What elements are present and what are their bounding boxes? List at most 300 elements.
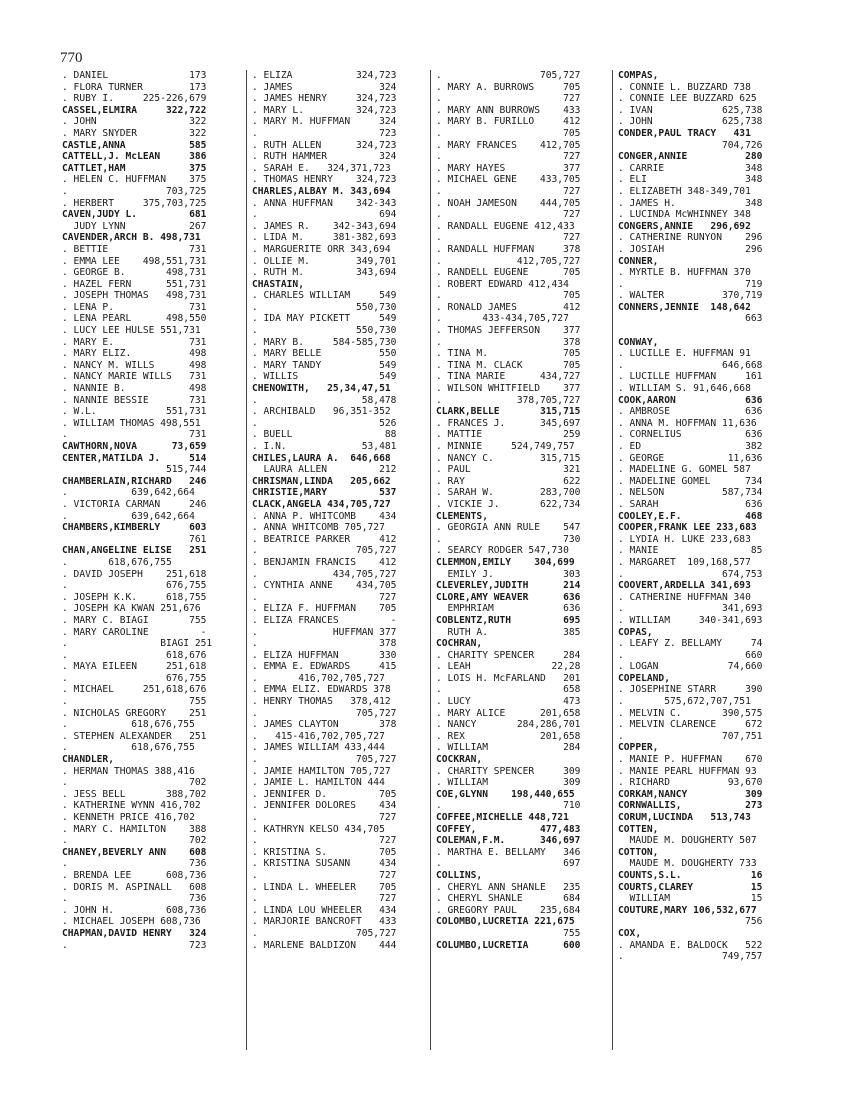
index-entry: RUTH A. 385	[436, 626, 581, 638]
index-entry: . GEORGE 11,636	[618, 452, 763, 464]
index-entry: . ANNA HUFFMAN 342-343	[252, 197, 397, 209]
index-entry: . RUTH HAMMER 324	[252, 151, 397, 163]
index-surname-entry: COLOMBO,LUCRETIA 221,675	[436, 916, 575, 928]
index-column-1	[62, 70, 212, 951]
index-surname-entry: COUTURE,MARY 106,532,677	[618, 904, 757, 916]
index-entry: . 703,725	[62, 185, 207, 197]
index-entry: . JOHN H. 608,736	[62, 904, 207, 916]
index-entry: . 415-416,702,705,727	[252, 730, 385, 742]
index-surname-entry: COOPER,FRANK LEE 233,683	[618, 522, 757, 534]
index-surname-entry: COLLINS,	[436, 869, 483, 881]
index-entry: . MARY CAROLINE -	[62, 626, 207, 638]
index-surname-entry: CHENOWITH, 25,34,47,51	[252, 383, 391, 395]
index-entry: . JOHN 625,738	[618, 116, 763, 128]
index-entry: . HAZEL FERN 551,731	[62, 278, 207, 290]
index-entry: . ANNA P. WHITCOMB 434	[252, 510, 397, 522]
index-entry: . MATTIE 259	[436, 429, 581, 441]
index-entry: 761	[62, 533, 207, 545]
index-entry: . 674,753	[618, 568, 763, 580]
index-entry: . RONALD JAMES 412	[436, 301, 581, 313]
index-entry: . 727	[252, 835, 397, 847]
index-entry: . GEORGIA ANN RULE 547	[436, 522, 581, 534]
index-surname-entry: COOVERT,ARDELLA 341,693	[618, 580, 751, 592]
index-entry: . JOSEPH THOMAS 498,731	[62, 290, 207, 302]
index-entry: . JAMIE HAMILTON 705,727	[252, 765, 391, 777]
index-entry: . HUFFMAN 377	[252, 626, 397, 638]
index-entry: . 710	[436, 800, 581, 812]
index-surname-entry: CATTELL,J. McLEAN 386	[62, 151, 207, 163]
index-entry: . ROBERT EDWARD 412,434	[436, 278, 569, 290]
index-entry: . 660	[618, 649, 763, 661]
index-entry: . REX 201,658	[436, 730, 581, 742]
index-entry: . JAMES R. 342-343,694	[252, 220, 397, 232]
index-entry: . MARY M. HUFFMAN 324	[252, 116, 397, 128]
index-entry: . 727	[436, 93, 581, 105]
index-entry: . CONNIE LEE BUZZARD 625	[618, 93, 757, 105]
index-entry: . ELIZA FRANCES -	[252, 614, 397, 626]
index-entry: 663	[618, 313, 763, 325]
index-entry: . DORIS M. ASPINALL 608	[62, 881, 207, 893]
index-entry: . RANDALL EUGENE 412,433	[436, 220, 575, 232]
index-entry: . LUCILLE HUFFMAN 161	[618, 371, 763, 383]
index-entry: . MICHAEL 251,618,676	[62, 684, 207, 696]
index-entry: JUDY LYNN 267	[62, 220, 207, 232]
index-entry: . ELIZA HUFFMAN 330	[252, 649, 397, 661]
index-entry: . MARY C. HAMILTON 388	[62, 823, 207, 835]
index-entry: . LOIS H. McFARLAND 201	[436, 672, 581, 684]
index-entry: 756	[618, 916, 763, 928]
index-entry: . 378	[436, 336, 581, 348]
index-surname-entry: COFFEE,MICHELLE 448,721	[436, 812, 569, 823]
index-entry: . MADELINE G. GOMEL 587	[618, 464, 751, 476]
index-entry: . NANNIE BESSIE 731	[62, 394, 207, 406]
index-entry: . 727	[436, 232, 581, 244]
index-entry: . MINNIE 524,749,757	[436, 441, 575, 452]
index-surname-entry: CAVENDER,ARCH B. 498,731	[62, 232, 201, 244]
index-entry: . BRENDA LEE 608,736	[62, 869, 207, 881]
index-entry: . ELIZABETH 348-349,701	[618, 185, 751, 197]
index-entry: . HELEN C. HUFFMAN 375	[62, 174, 207, 186]
column-divider	[430, 70, 431, 1050]
index-entry: . 727	[252, 812, 397, 823]
index-entry: . DANIEL 173	[62, 70, 207, 81]
index-entry: . BEATRICE PARKER 412	[252, 533, 397, 545]
index-surname-entry: CLEVERLEY,JUDITH 214	[436, 580, 581, 592]
index-entry: . BETTIE 731	[62, 243, 207, 255]
index-surname-entry: COTTEN,	[618, 823, 659, 835]
index-surname-entry: CHAPMAN,DAVID HENRY 324	[62, 927, 207, 939]
index-entry: . LINDA LOU WHEELER 434	[252, 904, 397, 916]
index-entry: . 341,693	[618, 603, 763, 615]
index-surname-entry: CHASTAIN,	[252, 278, 304, 290]
index-entry: . 736	[62, 893, 207, 905]
index-entry: . IVAN 625,738	[618, 104, 763, 116]
index-entry: . CONNIE L. BUZZARD 738	[618, 81, 751, 93]
index-entry: . IDA MAY PICKETT 549	[252, 313, 397, 325]
index-entry: . WILLIAM THOMAS 498,551	[62, 417, 201, 429]
index-entry: . KRISTINA S. 705	[252, 846, 397, 858]
index-surname-entry: COMPAS,	[618, 70, 659, 81]
index-surname-entry: CENTER,MATILDA J. 514	[62, 452, 207, 464]
index-surname-entry: CASSEL,ELMIRA 322,722	[62, 104, 207, 116]
index-entry: . CATHERINE HUFFMAN 340	[618, 591, 751, 603]
index-entry: . RANDELL EUGENE 705	[436, 267, 581, 279]
index-entry: . KRISTINA SUSANN 434	[252, 858, 397, 870]
index-entry: . 639,642,664	[62, 487, 195, 499]
index-entry: . 702	[62, 835, 207, 847]
index-entry: . 727	[436, 151, 581, 163]
index-entry: . RUBY I. 225-226,679	[62, 93, 207, 105]
index-surname-entry: CHAMBERS,KIMBERLY 603	[62, 522, 207, 534]
index-entry: . EMMA ELIZ. EDWARDS 378	[252, 684, 391, 696]
index-entry: . 697	[436, 858, 581, 870]
index-entry: . MANIE 85	[618, 545, 763, 557]
index-entry: . CHERYL ANN SHANLE 235	[436, 881, 581, 893]
index-surname-entry: COOK,AARON 636	[618, 394, 763, 406]
index-entry: . 731	[62, 429, 207, 441]
index-entry: . RICHARD 93,670	[618, 777, 763, 789]
index-entry: . 526	[252, 417, 397, 429]
index-entry: . HENRY THOMAS 378,412	[252, 696, 391, 708]
index-entry: . MICHAEL JOSEPH 608,736	[62, 916, 201, 928]
index-entry: . VICTORIA CARMAN 246	[62, 498, 207, 510]
index-entry: . 705	[436, 127, 581, 139]
index-entry: . NELSON 587,734	[618, 487, 763, 499]
index-entry: . GEORGE B. 498,731	[62, 267, 207, 279]
index-entry: . CHERYL SHANLE 684	[436, 893, 581, 905]
index-entry: . STEPHEN ALEXANDER 251	[62, 730, 207, 742]
index-entry: 755	[436, 927, 581, 939]
index-entry: 704,726	[618, 139, 763, 151]
index-entry: . LIDA M. 381-382,693	[252, 232, 397, 244]
index-entry: . JENNIFER D. 705	[252, 788, 397, 800]
index-entry: . MARY B. 584-585,730	[252, 336, 397, 348]
index-surname-entry: CASTLE,ANNA 585	[62, 139, 207, 151]
index-entry: . CORNELIUS 636	[618, 429, 763, 441]
index-surname-entry: COPELAND,	[618, 672, 670, 684]
index-surname-entry: CHARLES,ALBAY M. 343,694	[252, 185, 391, 197]
index-entry: . RUTH ALLEN 324,723	[252, 139, 397, 151]
index-entry: . HERMAN THOMAS 388,416	[62, 765, 195, 777]
index-entry: . 727	[252, 893, 397, 905]
index-entry: . W.L. 551,731	[62, 406, 207, 418]
index-entry: . DAVID JOSEPH 251,618	[62, 568, 207, 580]
index-entry: . ELI 348	[618, 174, 763, 186]
index-entry: . VICKIE J. 622,734	[436, 498, 581, 510]
index-entry: . WILLIAM 284	[436, 742, 581, 754]
index-entry: . WILSON WHITFIELD 377	[436, 383, 581, 395]
index-entry: . CHARLES WILLIAM 549	[252, 290, 397, 302]
index-entry: . JAMES CLAYTON 378	[252, 719, 397, 731]
index-entry: . THOMAS JEFFERSON 377	[436, 325, 581, 337]
index-entry: . MARY ALICE 201,658	[436, 707, 581, 719]
index-surname-entry: COX,	[618, 927, 642, 939]
index-entry: . 705,727	[436, 70, 581, 81]
index-entry: . MARY HAYES 377	[436, 162, 581, 174]
index-entry: . CARRIE 348	[618, 162, 763, 174]
index-surname-entry: CHRISTIE,MARY 537	[252, 487, 397, 499]
index-entry: . MARY SNYDER 322	[62, 127, 207, 139]
index-surname-entry: COCHRAN,	[436, 638, 483, 650]
index-entry: . CHARITY SPENCER 284	[436, 649, 581, 661]
index-entry: . 727	[436, 209, 581, 221]
index-entry: . BIAGI 251	[62, 638, 213, 650]
index-entry: . MELVIN CLARENCE 672	[618, 719, 763, 731]
index-entry: . EMMA E. EDWARDS 415	[252, 661, 397, 673]
index-entry: . NICHOLAS GREGORY 251	[62, 707, 207, 719]
index-entry: . ARCHIBALD 96,351-352	[252, 406, 391, 418]
index-entry: EMILY J. 303	[436, 568, 581, 580]
index-entry: . 705,727	[252, 754, 397, 766]
index-surname-entry: COE,GLYNN 198,440,655	[436, 788, 575, 800]
index-entry: . LENA PEARL 498,550	[62, 313, 207, 325]
index-entry: . MARY L. 324,723	[252, 104, 397, 116]
index-entry: . 705,727	[252, 707, 397, 719]
index-entry: . 676,755	[62, 672, 207, 684]
index-surname-entry: COURTS,CLAREY 15	[618, 881, 763, 893]
index-entry: EMPHRIAM 636	[436, 603, 581, 615]
index-entry: . ELIZA 324,723	[252, 70, 397, 81]
index-surname-entry: CONGERS,ANNIE 296,692	[618, 220, 751, 232]
index-entry: . MARY B. FURILLO 412	[436, 116, 581, 128]
index-entry: MAUDE M. DOUGHERTY 507	[618, 835, 757, 847]
index-entry: . LUCILLE E. HUFFMAN 91	[618, 348, 751, 360]
index-entry: . MADELINE GOMEL 734	[618, 475, 763, 487]
index-entry: . JENNIFER DOLORES 434	[252, 800, 397, 812]
index-entry: . CATHERINE RUNYON 296	[618, 232, 763, 244]
index-surname-entry: COPPER,	[618, 742, 659, 754]
index-entry: . MARGARET 109,168,577	[618, 556, 751, 568]
index-surname-entry: CHAN,ANGELINE ELISE 251	[62, 545, 207, 557]
index-entry: . WILLIAM S. 91,646,668	[618, 383, 751, 395]
index-surname-entry: COUNTS,S.L. 16	[618, 869, 763, 881]
index-entry: . KATHERINE WYNN 416,702	[62, 800, 201, 812]
index-entry: . GREGORY PAUL 235,684	[436, 904, 581, 916]
index-entry: . 378,705,727	[436, 394, 581, 406]
index-entry: . 618,676	[62, 649, 207, 661]
index-entry: . ED 382	[618, 441, 763, 452]
index-entry: . LYDIA H. LUKE 233,683	[618, 533, 751, 545]
index-entry: 515,744	[62, 464, 207, 476]
index-entry: . PAUL 321	[436, 464, 581, 476]
index-entry: . 705,727	[252, 545, 397, 557]
index-entry: . MANIE P. HUFFMAN 670	[618, 754, 763, 766]
index-entry: . 618,676,755	[62, 742, 195, 754]
index-entry: . SEARCY RODGER 547,730	[436, 545, 569, 557]
index-entry: . THOMAS HENRY 324,723	[252, 174, 397, 186]
index-entry	[618, 325, 762, 337]
index-surname-entry: COFFEY, 477,483	[436, 823, 581, 835]
index-surname-entry: CHAMBERLAIN,RICHARD 246	[62, 475, 207, 487]
index-entry: . MARY BELLE 550	[252, 348, 397, 360]
index-entry: . 727	[436, 185, 581, 197]
index-entry: . SARAH W. 283,700	[436, 487, 581, 499]
index-entry: . LUCY LEE HULSE 551,731	[62, 325, 201, 337]
index-entry: . BENJAMIN FRANCIS 412	[252, 556, 397, 568]
index-entry: . LOGAN 74,660	[618, 661, 763, 673]
index-entry: . MANIE PEARL HUFFMAN 93	[618, 765, 757, 777]
index-column-2	[252, 70, 396, 951]
index-surname-entry: CONDER,PAUL TRACY 431	[618, 127, 751, 139]
index-surname-entry: CLEMMON,EMILY 304,699	[436, 556, 575, 568]
index-entry: . JOSIAH 296	[618, 243, 763, 255]
index-entry: . MARY C. BIAGI 755	[62, 614, 207, 626]
index-entry: . 727	[252, 591, 397, 603]
index-entry: . 755	[62, 696, 207, 708]
index-entry: . 730	[436, 533, 581, 545]
index-entry: . AMBROSE 636	[618, 406, 763, 418]
index-surname-entry: CAWTHORN,NOVA 73,659	[62, 441, 207, 452]
index-surname-entry: CAVEN,JUDY L. 681	[62, 209, 207, 221]
index-entry: . SARAH E. 324,371,723	[252, 162, 391, 174]
index-entry: . 719	[618, 278, 763, 290]
index-entry: . SARAH 636	[618, 498, 763, 510]
index-column-4	[618, 70, 762, 963]
index-entry: . WALTER 370,719	[618, 290, 763, 302]
index-surname-entry: CHRISMAN,LINDA 205,662	[252, 475, 391, 487]
index-entry: . EMMA LEE 498,551,731	[62, 255, 207, 267]
index-entry: . 550,730	[252, 301, 397, 313]
index-entry: . NANCY M. WILLS 498	[62, 359, 207, 371]
index-surname-entry: CATTLET,HAM 375	[62, 162, 207, 174]
index-entry: . 676,755	[62, 580, 207, 592]
index-entry: . 705,727	[252, 927, 397, 939]
index-surname-entry: COLUMBO,LUCRETIA 600	[436, 939, 581, 951]
index-entry: . 412,705,727	[436, 255, 581, 267]
index-entry: . BUELL 88	[252, 429, 397, 441]
index-surname-entry: CLACK,ANGELA 434,705,727	[252, 498, 391, 510]
index-entry: . CYNTHIA ANNE 434,705	[252, 580, 397, 592]
index-entry: . 433-434,705,727	[436, 313, 569, 325]
index-entry: . JAMES H. 348	[618, 197, 763, 209]
index-entry: . 702	[62, 777, 207, 789]
index-entry: . JESS BELL 388,702	[62, 788, 207, 800]
index-entry: . NANNIE B. 498	[62, 383, 207, 395]
index-surname-entry: CHANDLER,	[62, 754, 114, 766]
column-divider	[246, 70, 247, 1050]
index-entry: . 58,478	[252, 394, 397, 406]
index-entry: . 736	[62, 858, 207, 870]
index-entry: . RUTH M. 343,694	[252, 267, 397, 279]
index-entry: . 707,751	[618, 730, 763, 742]
index-entry: . MICHAEL GENE 433,705	[436, 174, 581, 186]
index-entry: . 723	[252, 127, 397, 139]
index-entry: . MARY FRANCES 412,705	[436, 139, 581, 151]
index-entry: . MARGUERITE ORR 343,694	[252, 243, 391, 255]
index-entry: . MARY ELIZ. 498	[62, 348, 207, 360]
index-entry: . MARY A. BURROWS 705	[436, 81, 581, 93]
index-entry: . LEAH 22,28	[436, 661, 581, 673]
index-entry: . MARLENE BALDIZON 444	[252, 939, 397, 951]
index-entry: . MYRTLE B. HUFFMAN 370	[618, 267, 751, 279]
index-entry: . 749,757	[618, 951, 763, 963]
index-entry: . 658	[436, 684, 581, 696]
index-entry: . RANDALL HUFFMAN 378	[436, 243, 581, 255]
index-surname-entry: CORUM,LUCINDA 513,743	[618, 812, 751, 823]
index-entry: . ANNA M. HOFFMAN 11,636	[618, 417, 757, 429]
index-entry: . LUCY 473	[436, 696, 581, 708]
index-entry: . ANNA WHITCOMB 705,727	[252, 522, 385, 534]
index-entry: . FLORA TURNER 173	[62, 81, 207, 93]
index-surname-entry: CHILES,LAURA A. 646,668	[252, 452, 391, 464]
index-entry: . JAMIE L. HAMILTON 444	[252, 777, 385, 789]
index-surname-entry: CORKAM,NANCY 309	[618, 788, 763, 800]
index-entry: . LUCINDA McWHINNEY 348	[618, 209, 751, 221]
index-entry: . 723	[62, 939, 207, 951]
index-entry: WILLIAM 15	[618, 893, 763, 905]
index-entry: . MARY E. 731	[62, 336, 207, 348]
index-surname-entry: CORNWALLIS, 273	[618, 800, 763, 812]
index-entry: . LENA P. 731	[62, 301, 207, 313]
index-entry: . 639,642,664	[62, 510, 195, 522]
index-entry: LAURA ALLEN 212	[252, 464, 397, 476]
index-entry: . I.N. 53,481	[252, 441, 397, 452]
index-entry: . MARY ANN BURROWS 433	[436, 104, 581, 116]
index-surname-entry: CONNERS,JENNIE 148,642	[618, 301, 751, 313]
index-surname-entry: CONGER,ANNIE 280	[618, 151, 763, 163]
index-entry: . ELIZA F. HUFFMAN 705	[252, 603, 397, 615]
index-surname-entry: CONNER,	[618, 255, 659, 267]
index-entry: . MARJORIE BANCROFT 433	[252, 916, 397, 928]
index-entry: . 378	[252, 638, 397, 650]
index-entry: . 550,730	[252, 325, 397, 337]
index-surname-entry: CLEMENTS,	[436, 510, 488, 522]
index-entry: MAUDE M. DOUGHERTY 733	[618, 858, 757, 870]
index-entry: . JOSEPH K.K. 618,755	[62, 591, 207, 603]
index-entry: . NANCY 284,286,701	[436, 719, 581, 731]
index-entry: . JOSEPHINE STARR 390	[618, 684, 763, 696]
index-entry: . 694	[252, 209, 397, 221]
index-surname-entry: CHANEY,BEVERLY ANN 608	[62, 846, 207, 858]
index-entry: . NANCY C. 315,715	[436, 452, 581, 464]
index-entry: . 705	[436, 290, 581, 302]
index-entry: . LEAFY Z. BELLAMY 74	[618, 638, 763, 650]
index-entry: . MAYA EILEEN 251,618	[62, 661, 207, 673]
index-entry: . CHARITY SPENCER 309	[436, 765, 581, 777]
index-entry: . TINA M. CLACK 705	[436, 359, 581, 371]
index-column-3	[436, 70, 580, 951]
index-entry: . TINA MARIE 434,727	[436, 371, 581, 383]
index-entry: . JOSEPH KA KWAN 251,676	[62, 603, 201, 615]
index-entry: . TINA M. 705	[436, 348, 581, 360]
index-entry: . 727	[252, 869, 397, 881]
index-entry: . 434,705,727	[252, 568, 397, 580]
index-entry: . NANCY MARIE WILLS 731	[62, 371, 207, 383]
index-entry: . WILLIAM 309	[436, 777, 581, 789]
index-entry: . KATHRYN KELSO 434,705	[252, 823, 385, 835]
index-entry: . MARY TANDY 549	[252, 359, 397, 371]
index-surname-entry: COLEMAN,F.M. 346,697	[436, 835, 581, 847]
index-surname-entry: CLORE,AMY WEAVER 636	[436, 591, 581, 603]
index-entry: . NOAH JAMESON 444,705	[436, 197, 581, 209]
index-entry: . 646,668	[618, 359, 763, 371]
index-entry: . JOHN 322	[62, 116, 207, 128]
index-entry: . KENNETH PRICE 416,702	[62, 812, 195, 823]
index-entry: . JAMES HENRY 324,723	[252, 93, 397, 105]
index-surname-entry: COTTON,	[618, 846, 659, 858]
index-surname-entry: CONWAY,	[618, 336, 659, 348]
index-entry: . MARTHA E. BELLAMY 346	[436, 846, 581, 858]
index-entry: . 575,672,707,751	[618, 696, 751, 708]
index-entry: . OLLIE M. 349,701	[252, 255, 397, 267]
index-entry: . WILLIS 549	[252, 371, 397, 383]
index-entry: . HERBERT 375,703,725	[62, 197, 207, 209]
index-entry: . WILLIAM 340-341,693	[618, 614, 763, 626]
index-entry: . JAMES WILLIAM 433,444	[252, 742, 385, 754]
index-entry: . JAMES 324	[252, 81, 397, 93]
index-surname-entry: CLARK,BELLE 315,715	[436, 406, 581, 418]
index-entry: . LINDA L. WHEELER 705	[252, 881, 397, 893]
